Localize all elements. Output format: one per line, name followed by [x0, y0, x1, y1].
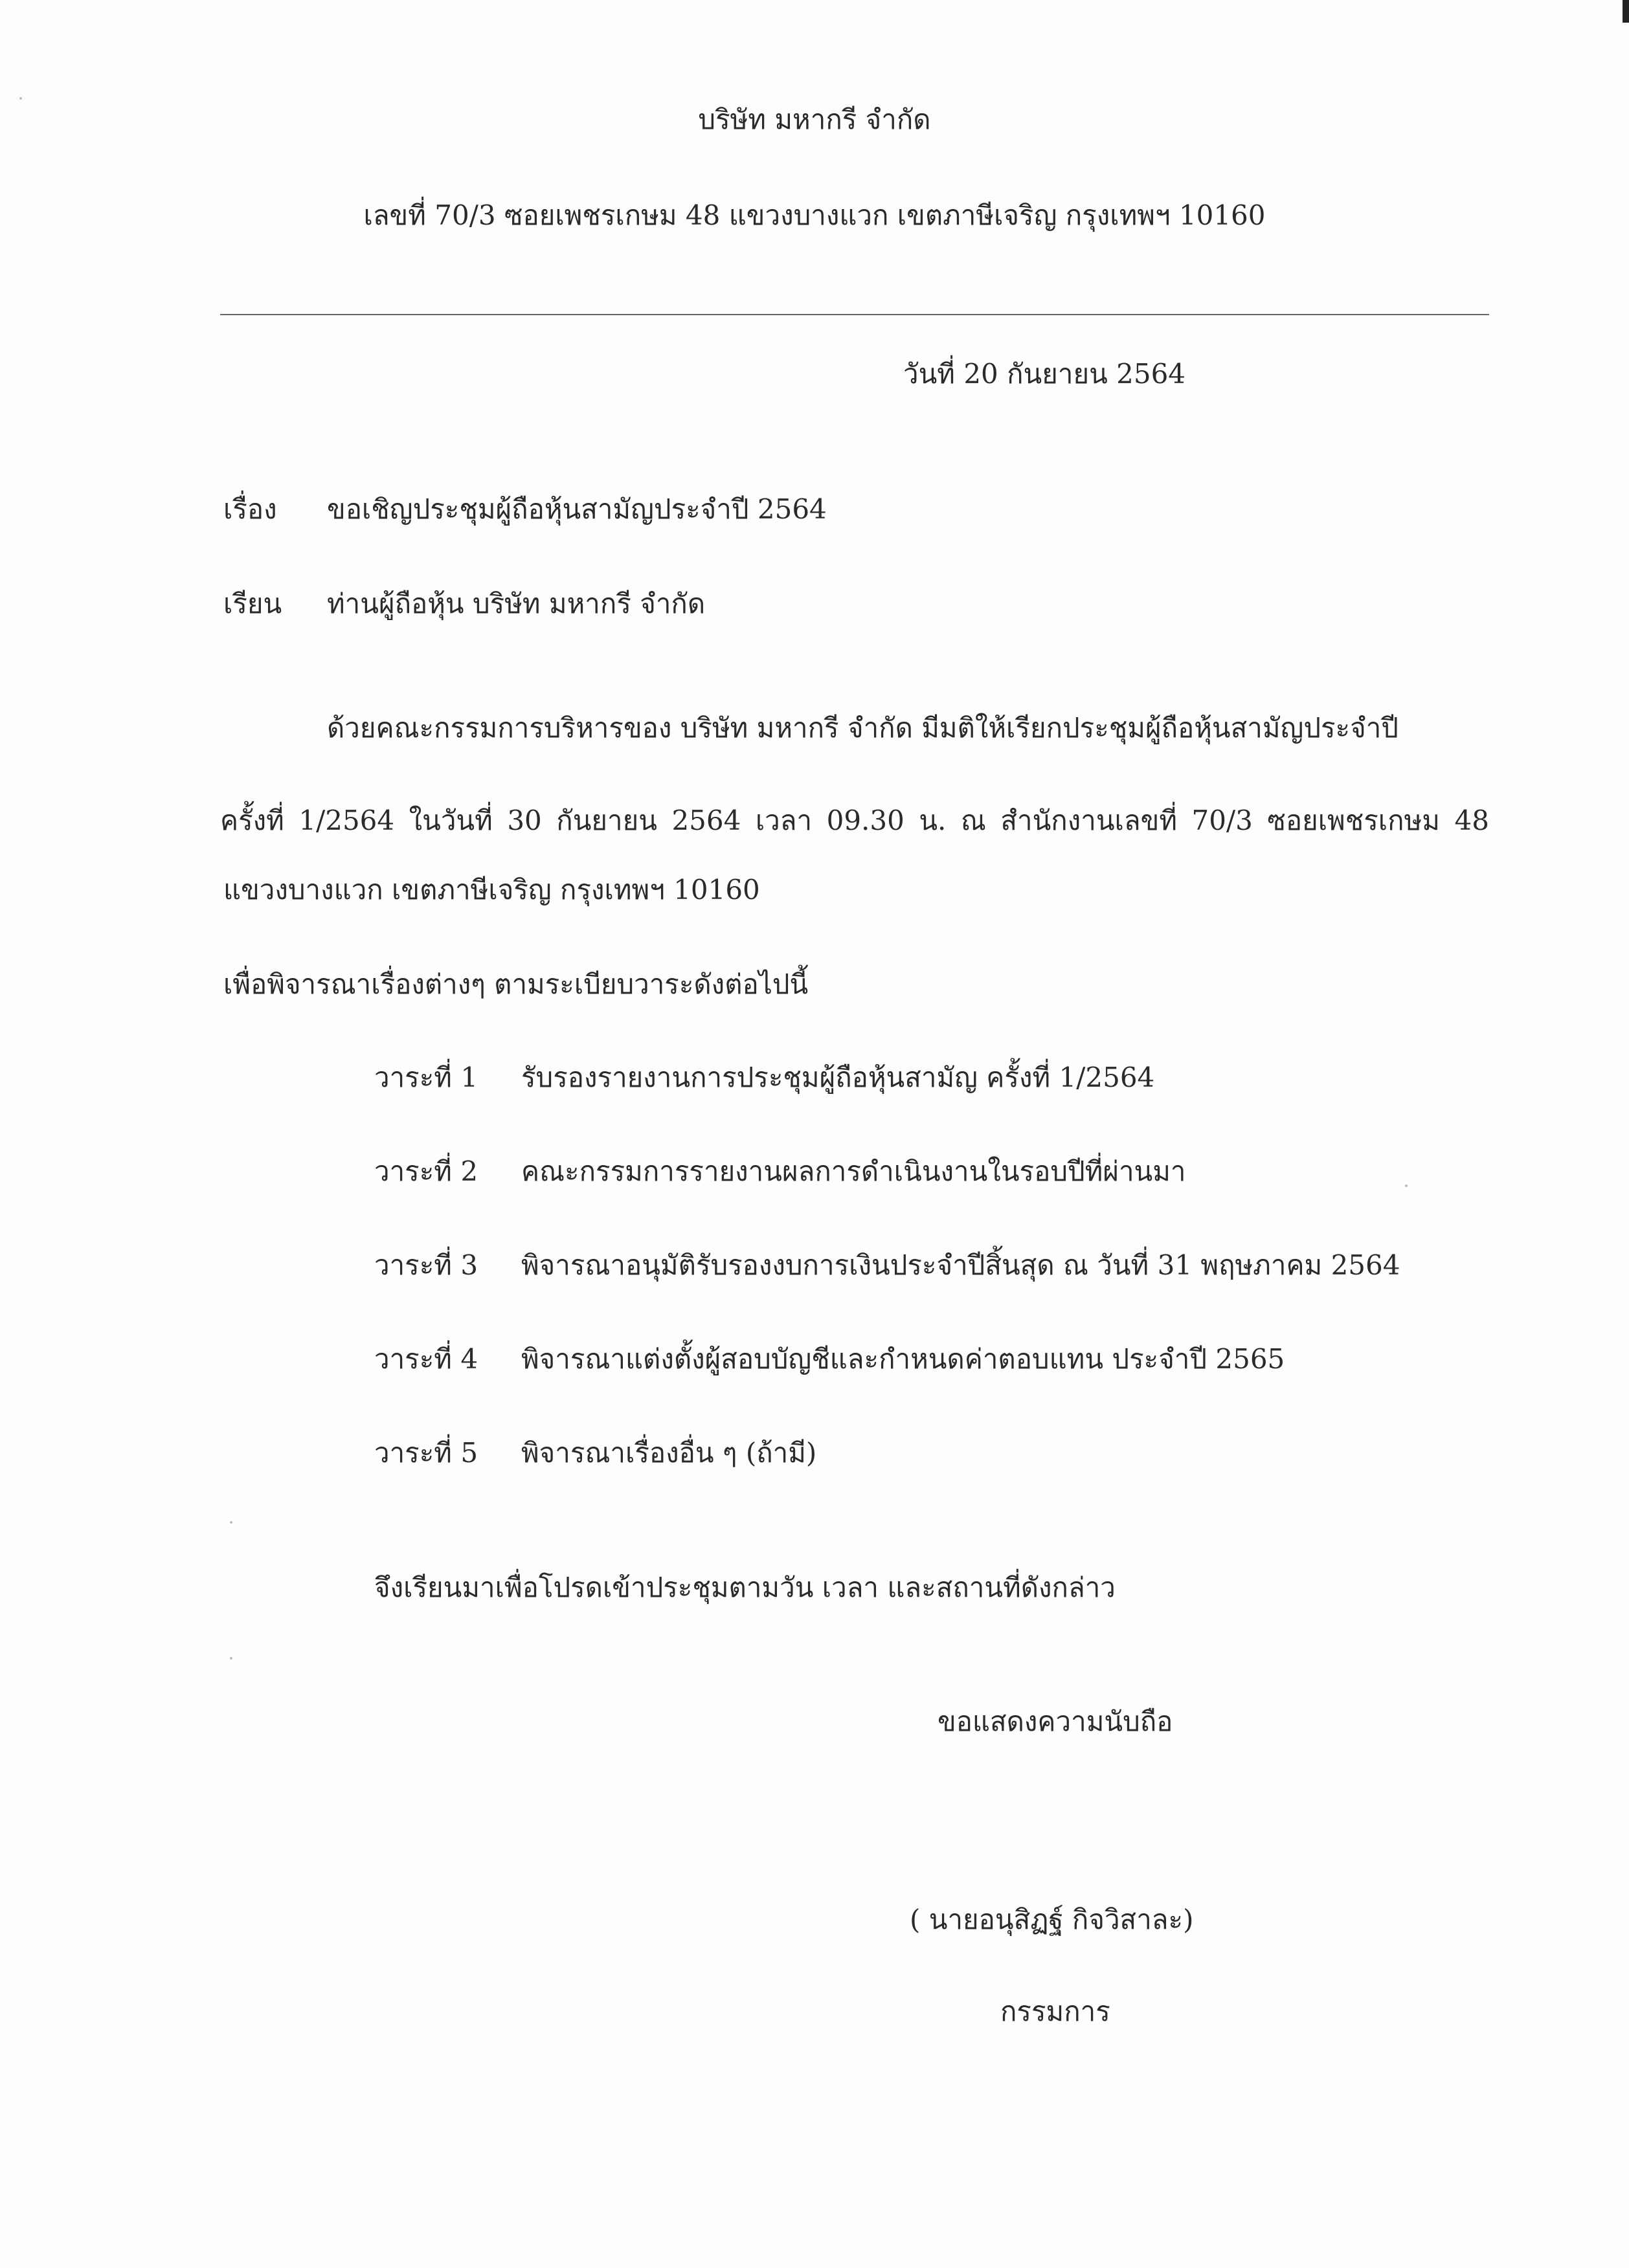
agenda-intro: เพื่อพิจารณาเรื่องต่างๆ ตามระเบียบวาระดังต่อไปนี้ [223, 968, 809, 1000]
agenda-item-5-text: พิจารณาเรื่องอื่น ๆ (ถ้ามี) [521, 1437, 817, 1469]
body-line-3: แขวงบางแวก เขตภาษีเจริญ กรุงเทพฯ 10160 [223, 874, 760, 906]
letter-date: วันที่ 20 กันยายน 2564 [903, 358, 1186, 390]
agenda-item-2-label: วาระที่ 2 [374, 1155, 478, 1187]
body-word: 70/3 [1191, 805, 1253, 836]
body-line-1: ด้วยคณะกรรมการบริหารของ บริษัท มหากรี จำกัด มีมติให้เรียกประชุมผู้ถือหุ้นสามัญประจำปี [327, 712, 1399, 744]
subject-text: ขอเชิญประชุมผู้ถือหุ้นสามัญประจำปี 2564 [327, 493, 827, 525]
scan-speck [19, 97, 22, 100]
body-word: ในวันที่ [409, 805, 493, 836]
body-word: 30 [507, 805, 542, 836]
agenda-item-4-label: วาระที่ 4 [374, 1343, 478, 1375]
agenda-item-3-text: พิจารณาอนุมัติรับรองงบการเงินประจำปีสิ้นสุด ณ วันที่ 31 พฤษภาคม 2564 [521, 1249, 1400, 1281]
company-name: บริษัท มหากรี จำกัด [698, 104, 931, 135]
agenda-item-1-text: รับรองรายงานการประชุมผู้ถือหุ้นสามัญ ครั้งที่ 1/2564 [521, 1062, 1155, 1093]
signer-title: กรรมการ [1000, 1996, 1110, 2027]
body-line-2 [220, 805, 1489, 837]
body-word: 09.30 [826, 805, 904, 836]
signer-name: ( นายอนุสิฏฐ์ กิจวิสาละ) [910, 1904, 1194, 1935]
agenda-item-5-label: วาระที่ 5 [374, 1437, 478, 1469]
recipient-label: เรียน [223, 588, 282, 619]
body-word: น. [919, 805, 947, 836]
body-word: 2564 [671, 805, 741, 836]
body-word: ณ [960, 805, 986, 836]
body-word: กันยายน [556, 805, 657, 836]
body-word: ซอยเพชรเกษม [1267, 805, 1440, 836]
body-word: 1/2564 [298, 805, 395, 836]
body-word: 48 [1454, 805, 1489, 836]
scan-speck [1405, 1184, 1408, 1187]
agenda-item-4-text: พิจารณาแต่งตั้งผู้สอบบัญชีและกำหนดค่าตอบแทน ประจำปี 2565 [521, 1343, 1285, 1375]
scan-speck [230, 1657, 232, 1660]
closing-invitation: จึงเรียนมาเพื่อโปรดเข้าประชุมตามวัน เวลา และสถานที่ดังกล่าว [374, 1572, 1116, 1603]
closing-regards: ขอแสดงความนับถือ [938, 1706, 1173, 1737]
recipient-text: ท่านผู้ถือหุ้น บริษัท มหากรี จำกัด [327, 588, 706, 619]
scan-edge-mark [1623, 0, 1629, 23]
body-word: ครั้งที่ [220, 805, 284, 836]
body-word: เวลา [755, 805, 813, 836]
agenda-item-2-text: คณะกรรมการรายงานผลการดำเนินงานในรอบปีที่ผ่านมา [521, 1155, 1186, 1187]
letterhead-divider [220, 314, 1489, 315]
company-address: เลขที่ 70/3 ซอยเพชรเกษม 48 แขวงบางแวก เขตภาษีเจริญ กรุงเทพฯ 10160 [363, 199, 1266, 231]
scan-speck [230, 1521, 232, 1524]
body-word: สำนักงานเลขที่ [1000, 805, 1178, 836]
agenda-item-3-label: วาระที่ 3 [374, 1249, 478, 1281]
agenda-item-1-label: วาระที่ 1 [374, 1062, 478, 1093]
subject-label: เรื่อง [223, 493, 277, 525]
